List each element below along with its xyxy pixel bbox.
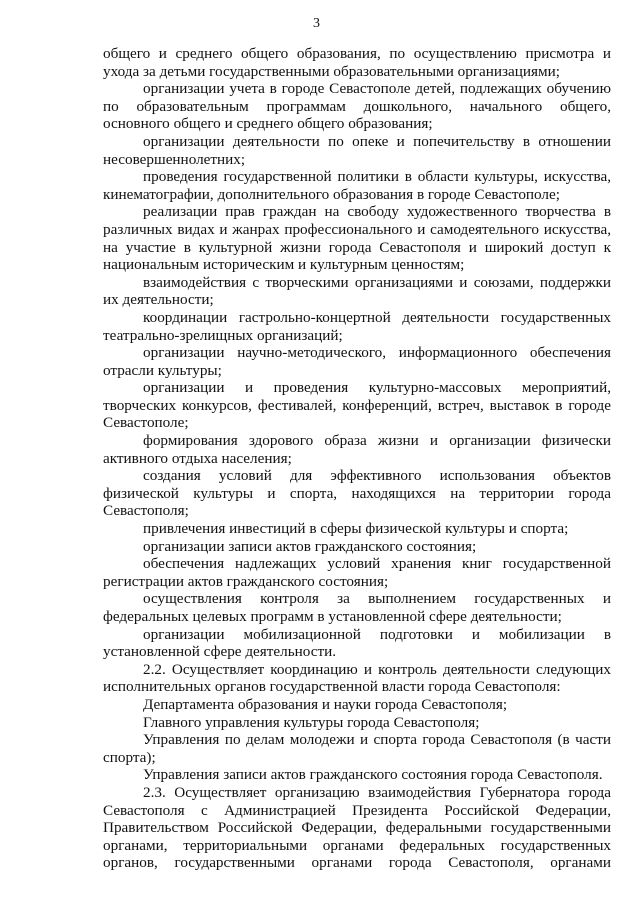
page-number: 3 — [313, 16, 320, 31]
paragraph: организации учета в городе Севастополе детей, подлежащих обучению по образовательным программам дошкольного, начального общего, основного общего и среднего общего образования; — [103, 80, 611, 133]
paragraph: Департамента образования и науки города Севастополя; — [143, 695, 508, 713]
paragraph: обеспечения надлежащих условий хранения книг государственной регистрации актов гражданского состояния; — [103, 555, 611, 590]
paragraph: осуществления контроля за выполнением государственных и федеральных целевых программ в установленной сфере деятельности; — [103, 590, 611, 625]
paragraph: 2.3. Осуществляет организацию взаимодействия Губернатора города Севастополя с Администрацией Президента Российской Федерации, Правительством Российской Федерации, федеральными государственными органами, территориальными органами федеральных государственных органов, государственными органами города Севастополя, органами — [103, 783, 611, 872]
paragraph: Управления записи актов гражданского состояния города Севастополя. — [143, 766, 603, 784]
paragraph: организации деятельности по опеке и попечительству в отношении несовершеннолетних; — [103, 132, 611, 168]
paragraph: Управления по делам молодежи и спорта города Севастополя (в части спорта); — [103, 731, 611, 766]
paragraph: Главного управления культуры города Севастополя; — [143, 713, 480, 731]
paragraph: организации мобилизационной подготовки и мобилизации в установленной сфере деятельности. — [103, 625, 611, 661]
paragraph: координации гастрольно-концертной деятельности государственных театрально-зрелищных организаций; — [103, 308, 611, 344]
paragraph: реализации прав граждан на свободу художественного творчества в различных видах и жанрах профессионального и самодеятельного искусства, на участие в культурной жизни города Севастополя и широкий доступ к национальным историческим и культурным ценностям; — [103, 203, 611, 274]
paragraph: формирования здорового образа жизни и организации физически активного отдыха населения; — [103, 432, 611, 467]
paragraph: организации научно-методического, информационного обеспечения отрасли культуры; — [103, 344, 611, 379]
paragraph: организации и проведения культурно-массовых мероприятий, творческих конкурсов, фестивалей, конференций, встреч, выставок в городе Севастополе; — [103, 379, 611, 432]
paragraph: организации записи актов гражданского состояния; — [143, 537, 477, 555]
document-body — [103, 45, 611, 872]
paragraph: привлечения инвестиций в сферы физической культуры и спорта; — [143, 520, 569, 538]
paragraph: взаимодействия с творческими организациями и союзами, поддержки их деятельности; — [103, 273, 611, 309]
paragraph: проведения государственной политики в области культуры, искусства, кинематографии, дополнительного образования в городе Севастополе; — [103, 168, 611, 203]
paragraph: 2.2. Осуществляет координацию и контроль деятельности следующих исполнительных органов государственной власти города Севастополя: — [103, 660, 611, 696]
paragraph: общего и среднего общего образования, по осуществлению присмотра и ухода за детьми государственными образовательными организациями; — [103, 45, 611, 80]
paragraph: создания условий для эффективного использования объектов физической культуры и спорта, находящихся на территории города Севастополя; — [103, 467, 611, 520]
